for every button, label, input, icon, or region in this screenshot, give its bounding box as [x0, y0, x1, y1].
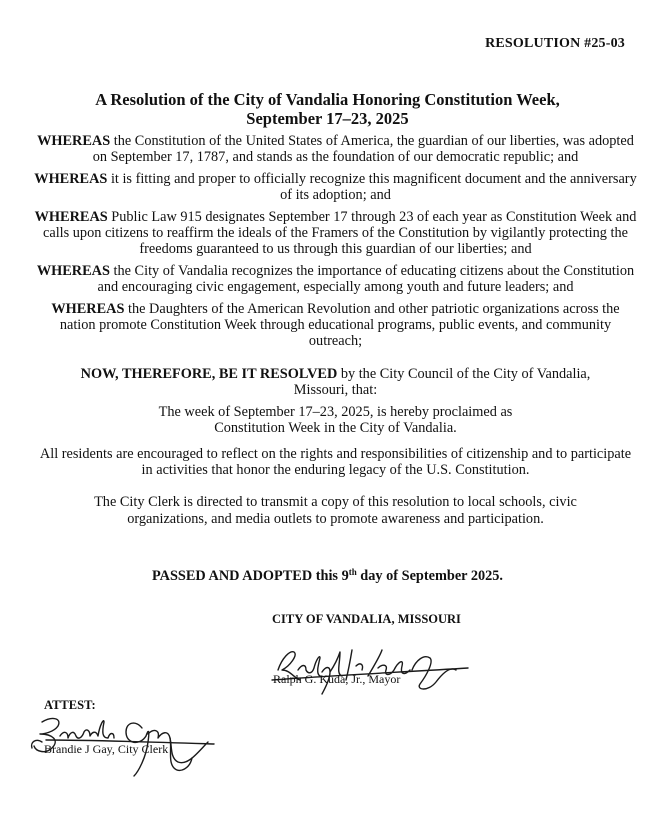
whereas-label: WHEREAS [34, 208, 108, 225]
resolved-label: NOW, THEREFORE, BE IT RESOLVED [80, 365, 338, 382]
resolution-number: RESOLUTION #25-03 [485, 36, 625, 51]
resolved-text: by the City Council of the City of Vandalia, Missouri, that: [293, 365, 591, 399]
whereas-label: WHEREAS [51, 300, 125, 317]
whereas-text: the Constitution of the United States of America, the guardian of our liberties, was adopted on September 17, 1787, and stands as the foundation of our democratic republic; and [92, 133, 634, 166]
title-line-2: September 17–23, 2025 [246, 109, 409, 128]
whereas-clause [34, 209, 637, 258]
title-line-1: A Resolution of the City of Vandalia Honoring Constitution Week, [95, 90, 560, 109]
whereas-clause [34, 133, 637, 166]
whereas-label: WHEREAS [36, 262, 110, 279]
whereas-label: WHEREAS [34, 170, 108, 187]
whereas-text: Public Law 915 designates September 17 through 23 of each year as Constitution Week and calls upon citizens to reaffirm the ideals of the Framers of the Constitution by vigilantly protecting the freedoms guaranteed to us through this guardian of our liberties; and [43, 208, 637, 258]
passed-after: day of September 2025. [356, 568, 504, 584]
attest-label: ATTEST: [44, 698, 96, 712]
mayor-signature [264, 636, 474, 696]
passed-before: PASSED AND ADOPTED this 9 [151, 568, 349, 584]
city-label: CITY OF VANDALIA, MISSOURI [272, 612, 461, 626]
whereas-text: it is fitting and proper to officially recognize this magnificent document and the anniversary of its adoption; and [110, 170, 637, 204]
resolution-body [34, 133, 637, 532]
passed-adopted-line [0, 567, 655, 585]
clerk-name: Brandie J Gay, City Clerk [44, 742, 169, 756]
whereas-clause [34, 171, 637, 204]
whereas-clause [34, 301, 637, 350]
whereas-label: WHEREAS [37, 133, 111, 149]
whereas-text: the Daughters of the American Revolution and other patriotic organizations across the nation promote Constitution Week through educational programs, public events, and community outreach; [59, 300, 620, 350]
whereas-clause [34, 263, 637, 296]
clerk-directive-text: The City Clerk is directed to transmit a copy of this resolution to local schools, civic organizations, and media outlets to promote awareness and participation. [94, 494, 577, 527]
whereas-text: the City of Vandalia recognizes the importance of educating citizens about the Constitution and encouraging civic engagement, especially among youth and future leaders; and [97, 262, 635, 296]
mayor-name: Ralph G. Kuda, Jr., Mayor [273, 672, 401, 686]
proclamation-text: The week of September 17–23, 2025, is hereby proclaimed as Constitution Week in the City of Vandalia. [158, 403, 513, 437]
residents-text: All residents are encouraged to reflect on the rights and responsibilities of citizenship and to participate in activities that honor the enduring legacy of the U.S. Constitution. [39, 445, 632, 478]
resolved-clause [34, 366, 637, 399]
passed-ordinal-suffix: th [348, 567, 357, 577]
document-title [0, 90, 655, 128]
